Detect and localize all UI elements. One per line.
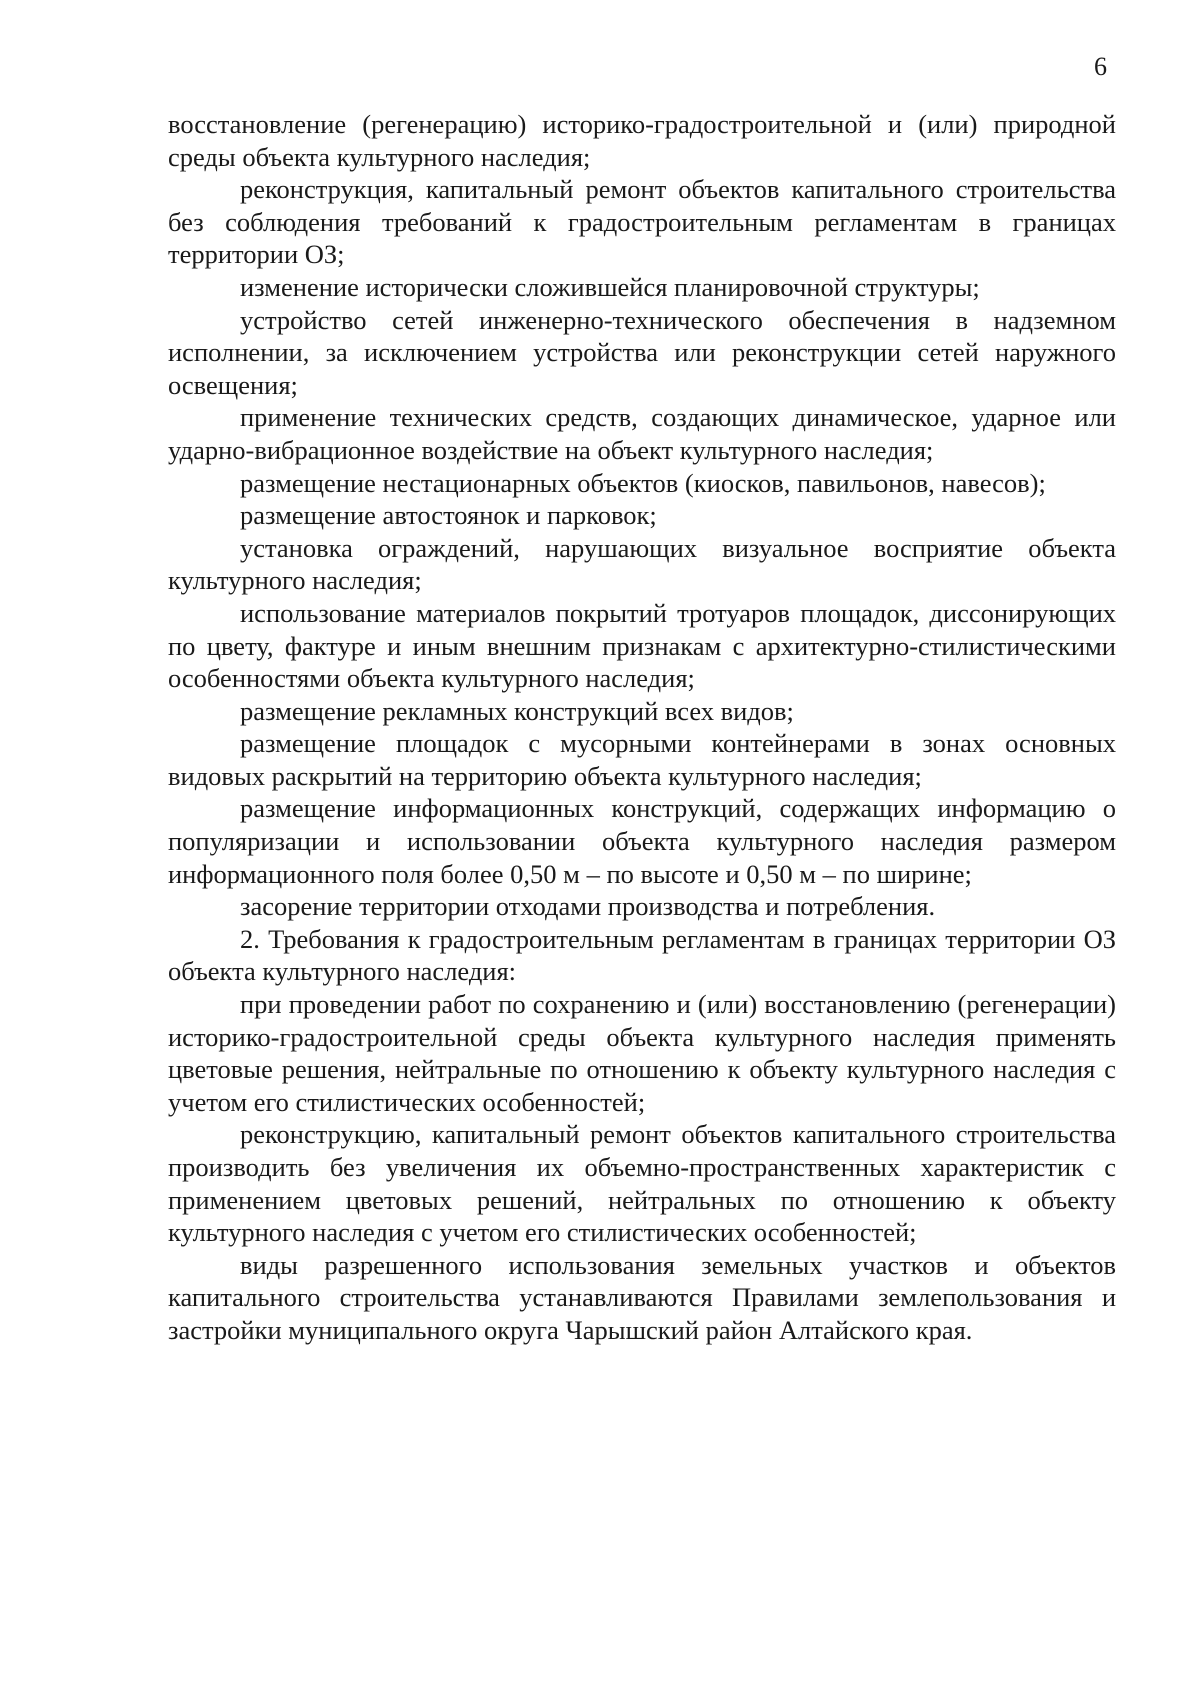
paragraph-15: при проведении работ по сохранению и (или) восстановлению (регенерации) историко-градостроительной среды объекта культурного наследия применять цветовые решения, нейтральные по отношению к объекту культурного наследия с учетом его стилистических особенностей; xyxy=(168,989,1116,1117)
paragraph-11: размещение площадок с мусорными контейнерами в зонах основных видовых раскрытий на территорию объекта культурного наследия; xyxy=(168,728,1116,791)
paragraph-2: реконструкция, капитальный ремонт объектов капитального строительства без соблюдения требований к градостроительным регламентам в границах территории ОЗ; xyxy=(168,174,1116,270)
paragraph-3: изменение исторически сложившейся планировочной структуры; xyxy=(240,271,980,302)
paragraph-4: устройство сетей инженерно-технического обеспечения в надземном исполнении, за исключением устройства или реконструкции сетей наружного освещения; xyxy=(168,304,1116,400)
paragraph-7: размещение автостоянок и парковок; xyxy=(240,500,657,531)
section-2-heading-paragraph: 2. Требования к градостроительным регламентам в границах территории ОЗ объекта культурного наследия: xyxy=(168,923,1116,987)
paragraph-16: реконструкцию, капитальный ремонт объектов капитального строительства производить без увеличения их объемно-пространственных характеристик с применением цветовых решений, нейтральных по отношению к объекту культурного наследия с учетом его стилистических особенностей; xyxy=(168,1119,1116,1248)
paragraph-10: размещение рекламных конструкций всех видов; xyxy=(240,695,794,726)
paragraph-17: виды разрешенного использования земельных участков и объектов капитального строительства устанавливаются Правилами землепользования и застройки муниципального округа Чарышский район Алтайского края. xyxy=(168,1249,1116,1345)
paragraph-5: применение технических средств, создающих динамическое, ударное или ударно-вибрационное воздействие на объект культурного наследия; xyxy=(168,402,1116,465)
paragraph-9: использование материалов покрытий тротуаров площадок, диссонирующих по цвету, фактуре и иным внешним признакам с архитектурно-стилистическими особенностями объекта культурного наследия; xyxy=(168,597,1116,694)
paragraph-13: засорение территории отходами производства и потребления. xyxy=(240,891,936,922)
paragraph-12: размещение информационных конструкций, содержащих информацию о популяризации и использовании объекта культурного наследия размером информационного поля более 0,50 м – по высоте и 0,50 м – по ширине; xyxy=(168,793,1116,889)
paragraph-1: восстановление (регенерацию) историко-градостроительной и (или) природной среды объекта культурного наследия; xyxy=(168,109,1116,172)
paragraph-6: размещение нестационарных объектов (киосков, павильонов, навесов); xyxy=(240,467,1046,498)
document-body xyxy=(168,108,1116,1347)
paragraph-8: установка ограждений, нарушающих визуальное восприятие объекта культурного наследия; xyxy=(168,532,1116,596)
page-number: 6 xyxy=(1094,52,1107,81)
